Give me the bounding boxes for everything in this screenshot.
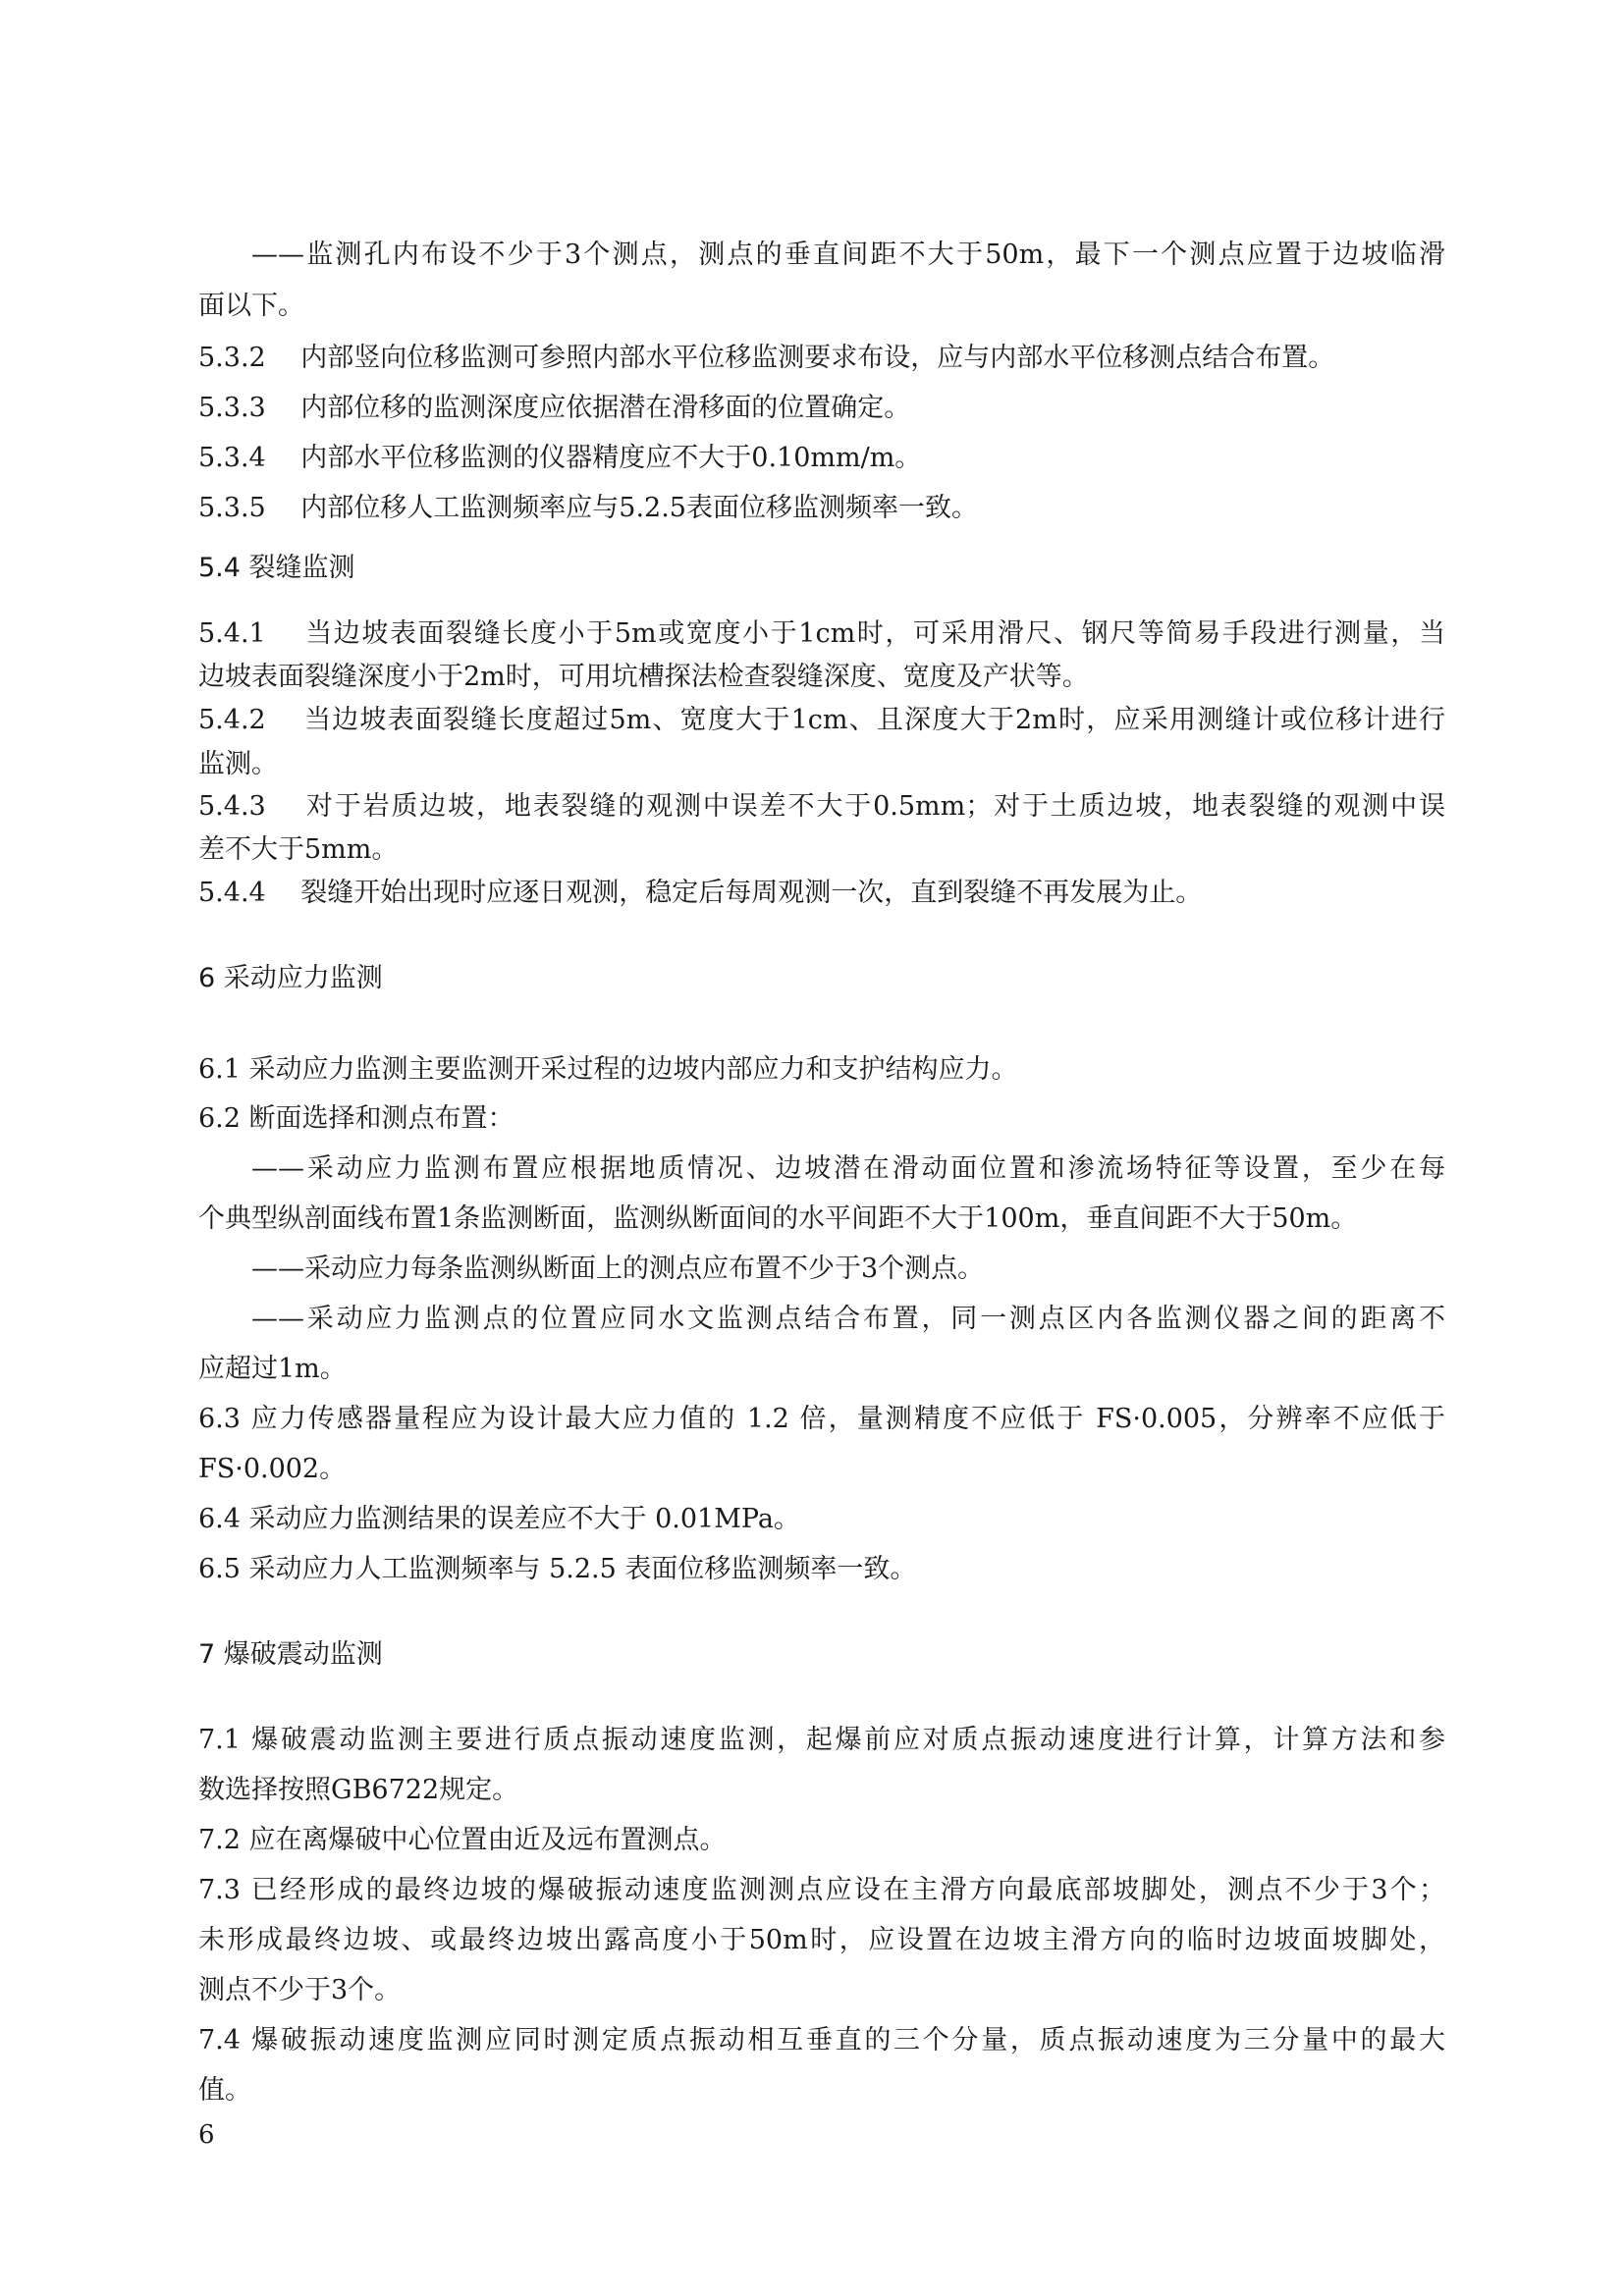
paragraph-line: 数选择按照GB6722规定。 bbox=[198, 1775, 519, 1805]
clause-7-2: 7.2 应在离爆破中心位置由近及远布置测点。 bbox=[198, 1825, 727, 1855]
page-number: 6 bbox=[198, 2120, 215, 2150]
paragraph-line: FS·0.002。 bbox=[198, 1454, 347, 1484]
paragraph-line: 值。 bbox=[198, 2075, 251, 2106]
clause-5-4-4: 5.4.4 裂缝开始出现时应逐日观测，稳定后每周观测一次，直到裂缝不再发展为止。 bbox=[198, 878, 1203, 908]
clause-5-4-2: 5.4.2 当边坡表面裂缝长度超过5m、宽度大于1cm、且深度大于2m时，应采用测缝计或位移计进行 bbox=[198, 705, 1445, 735]
clause-6-4: 6.4 采动应力监测结果的误差应不大于 0.01MPa。 bbox=[198, 1504, 800, 1534]
clause-7-4: 7.4 爆破振动速度监测应同时测定质点振动相互垂直的三个分量，质点振动速度为三分量中的最大 bbox=[198, 2025, 1445, 2056]
paragraph-line: 未形成最终边坡、或最终边坡出露高度小于50m时，应设置在边坡主滑方向的临时边坡面坡脚处， bbox=[198, 1925, 1445, 1955]
clause-5-3-2: 5.3.2 内部竖向位移监测可参照内部水平位移监测要求布设，应与内部水平位移测点结合布置。 bbox=[198, 343, 1335, 373]
paragraph-line: 应超过1m。 bbox=[198, 1354, 347, 1384]
paragraph-line: 边坡表面裂缝深度小于2m时，可用坑槽探法检查裂缝深度、宽度及产状等。 bbox=[198, 662, 1089, 692]
clause-7-3: 7.3 已经形成的最终边坡的爆破振动速度监测测点应设在主滑方向最底部坡脚处，测点不少于3个； bbox=[198, 1875, 1445, 1905]
section-heading-7: 7 爆破震动监测 bbox=[198, 1639, 383, 1670]
clause-5-4-1: 5.4.1 当边坡表面裂缝长度小于5m或宽度小于1cm时，可采用滑尺、钢尺等简易手段进行测量，当 bbox=[198, 618, 1445, 649]
section-heading-5-4: 5.4 裂缝监测 bbox=[198, 553, 355, 583]
paragraph-line: ——采动应力监测点的位置应同水文监测点结合布置，同一测点区内各监测仪器之间的距离不 bbox=[251, 1304, 1445, 1334]
clause-7-1: 7.1 爆破震动监测主要进行质点振动速度监测，起爆前应对质点振动速度进行计算，计算方法和参 bbox=[198, 1725, 1445, 1755]
clause-6-2: 6.2 断面选择和测点布置： bbox=[198, 1103, 514, 1134]
paragraph-line: 测点不少于3个。 bbox=[198, 1975, 402, 2005]
paragraph-line: ——采动应力每条监测纵断面上的测点应布置不少于3个测点。 bbox=[251, 1254, 985, 1284]
clause-5-3-5: 5.3.5 内部位移人工监测频率应与5.2.5表面位移监测频率一致。 bbox=[198, 493, 978, 523]
clause-5-3-3: 5.3.3 内部位移的监测深度应依据潜在滑移面的位置确定。 bbox=[198, 393, 911, 423]
clause-5-4-3: 5.4.3 对于岩质边坡，地表裂缝的观测中误差不大于0.5mm；对于土质边坡，地表裂缝的观测中误 bbox=[198, 791, 1445, 822]
section-heading-6: 6 采动应力监测 bbox=[198, 963, 383, 993]
paragraph-line: 差不大于5mm。 bbox=[198, 834, 399, 865]
paragraph-line: 个典型纵剖面线布置1条监测断面，监测纵断面间的水平间距不大于100m，垂直间距不大于50m。 bbox=[198, 1203, 1358, 1234]
paragraph-line: ——采动应力监测布置应根据地质情况、边坡潜在滑动面位置和渗流场特征等设置，至少在每 bbox=[251, 1153, 1445, 1184]
clause-5-3-4: 5.3.4 内部水平位移监测的仪器精度应不大于0.10mm/m。 bbox=[198, 443, 922, 473]
clause-6-5: 6.5 采动应力人工监测频率与 5.2.5 表面位移监测频率一致。 bbox=[198, 1554, 917, 1584]
paragraph-line: ——监测孔内布设不少于3个测点，测点的垂直间距不大于50m，最下一个测点应置于边坡临滑 bbox=[251, 240, 1445, 270]
paragraph-line: 监测。 bbox=[198, 749, 278, 779]
clause-6-3: 6.3 应力传感器量程应为设计最大应力值的 1.2 倍，量测精度不应低于 FS·0.005，分辨率不应低于 bbox=[198, 1404, 1445, 1434]
paragraph-line: 面以下。 bbox=[198, 291, 304, 321]
clause-6-1: 6.1 采动应力监测主要监测开采过程的边坡内部应力和支护结构应力。 bbox=[198, 1054, 1018, 1085]
